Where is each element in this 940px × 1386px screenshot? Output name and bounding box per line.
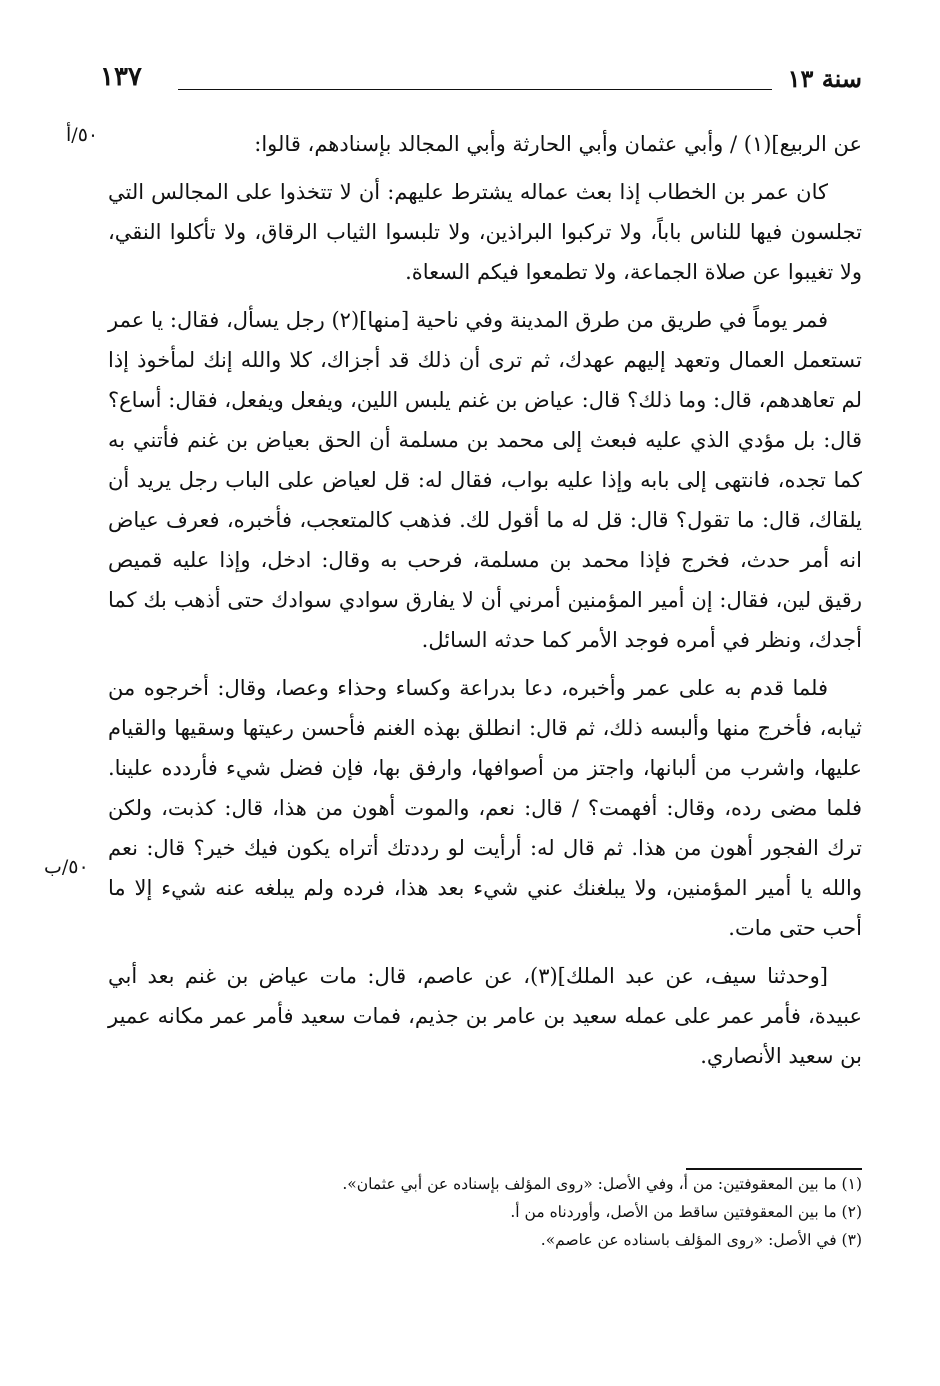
footnote: (٢) ما بين المعقوفتين ساقط من الأصل، وأوردناه من أ. xyxy=(510,1203,862,1221)
paragraph: فمر يوماً في طريق من طرق المدينة وفي ناحية [منها](٢) رجل يسأل، فقال: يا عمر تستعمل العمال وتعهد إليهم عهدك، ثم ترى أن ذلك قد أجزاك، كلا والله إنك لمأخوذ إذا لم تعاهدهم، قال: وما ذلك؟ قال: عياض بن غنم يلبس اللين، ويفعل ويفعل، فقال: أساع؟ قال: بل مؤدي الذي عليه فبعث إلى محمد بن مسلمة أن الحق بعياض بن غنم فأتني به كما تجده، فانتهى إلى بابه وإذا عليه بواب، فقال له: قل لعياض على الباب رجل يريد أن يلقاك، قال: ما تقول؟ قال: قل له ما أقول لك. فذهب كالمتعجب، فأخبره، فعرف عياض انه أمر حدث، فخرج فإذا محمد بن مسلمة، فرحب به وقال: ادخل، وإذا عليه قميص رقيق لين، فقال: إن أمير المؤمنين أمرني أن لا يفارق سوادي سوادك حتى أذهب بك كما أجدك، ونظر في أمره فوجد الأمر كما حدثه السائل. xyxy=(108,308,862,652)
running-head: سنة ١٣ xyxy=(787,64,862,93)
paragraph: [وحدثنا سيف، عن عبد الملك](٣)، عن عاصم، قال: مات عياض بن غنم بعد أبي عبيدة، فأمر عمر على عمله سعيد بن عامر بن جذيم، فمات سعيد فأمر عمر مكانه عمير بن سعيد الأنصاري. xyxy=(108,964,862,1068)
header-rule xyxy=(178,89,772,90)
footnote: (٣) في الأصل: «روى المؤلف باسناده عن عاصم». xyxy=(540,1231,862,1249)
page-header xyxy=(100,62,862,102)
footnotes xyxy=(108,1170,862,1254)
margin-folio-marker: ٥٠/ب xyxy=(44,856,89,878)
margin-folio-marker: ٥٠/أ xyxy=(66,124,99,146)
page-number: ١٣٧ xyxy=(100,62,142,92)
paragraph: كان عمر بن الخطاب إذا بعث عماله يشترط عليهم: أن لا تتخذوا على المجالس التي تجلسون فيها للناس باباً، ولا تركبوا البراذين، ولا تلبسوا الثياب الرقاق، ولا تأكلوا النقي، ولا تغيبوا عن صلاة الجماعة، ولا تطمعوا فيكم السعاة. xyxy=(108,180,862,284)
footnote: (١) ما بين المعقوفتين: من أ، وفي الأصل: «روى المؤلف بإسناده عن أبي عثمان». xyxy=(342,1175,862,1193)
paragraph: فلما قدم به على عمر وأخبره، دعا بدراعة وكساء وحذاء وعصا، وقال: أخرجوه من ثيابه، فأخرج منها وألبسه ذلك، ثم قال: انطلق بهذه الغنم فأحسن رعيتها وسقيها والقيام عليها، واشرب من ألبانها، واجتز من أصوافها، وارفق بها، فإن فضل شيء فأردده علينا. فلما مضى رده، وقال: أفهمت؟ / قال: نعم، والموت أهون من هذا، قال: كذبت، ولكن ترك الفجور أهون من هذا. ثم قال له: أرأيت لو رددتك أتراه يكون فيك خير؟ قال: نعم والله يا أمير المؤمنين، ولا يبلغنك عني شيء بعد هذا، فرده ولم يبلغه عنه شيء إلا ما أحب حتى مات. xyxy=(108,676,862,940)
paragraph: عن الربيع](١) / وأبي عثمان وأبي الحارثة وأبي المجالد بإسنادهم، قالوا: xyxy=(254,132,862,156)
main-text xyxy=(108,124,862,1084)
